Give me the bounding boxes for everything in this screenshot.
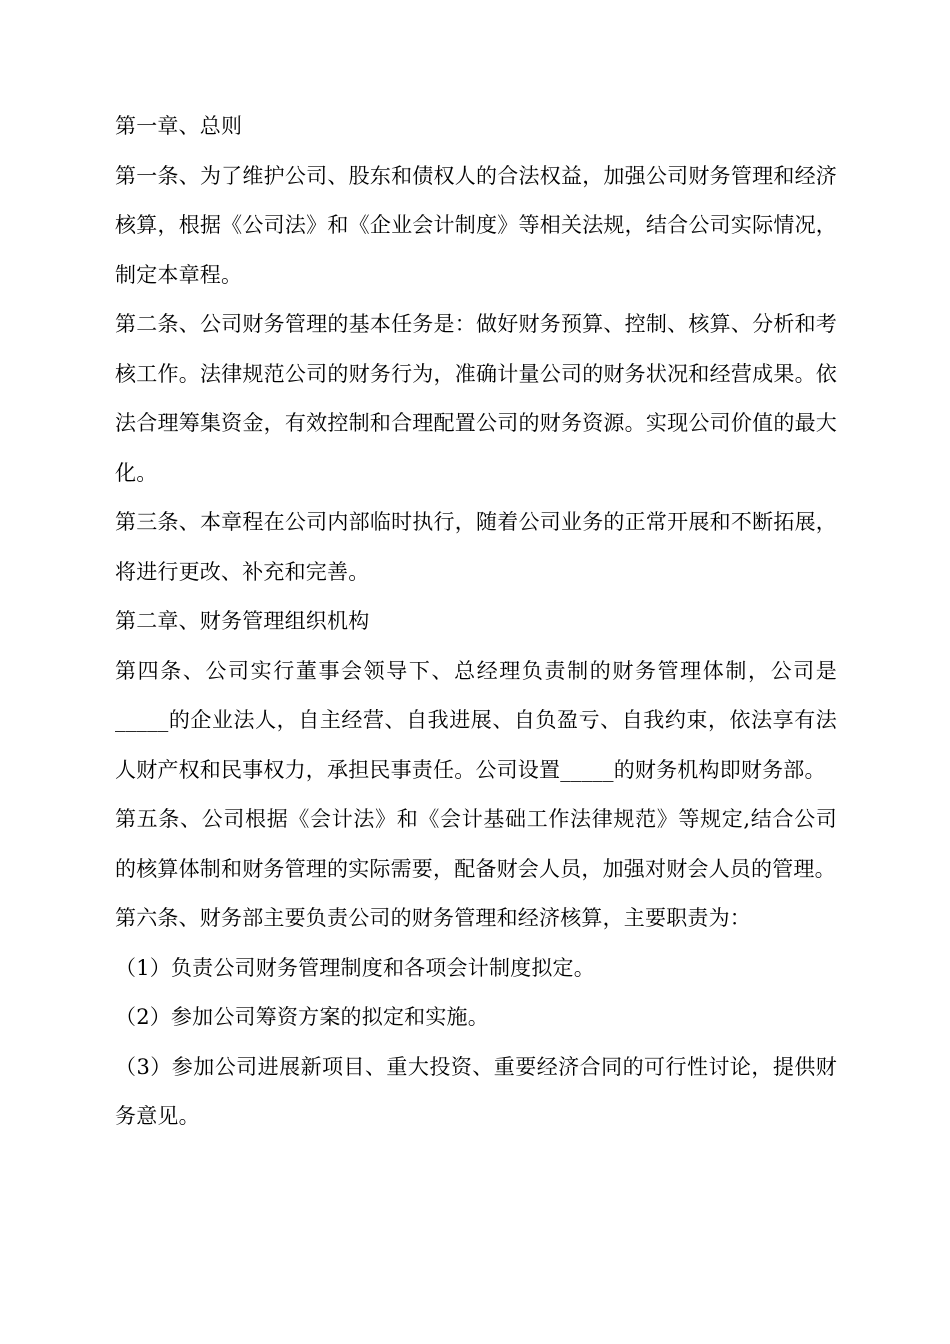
article-5: 第五条、公司根据《会计法》和《会计基础工作法律规范》等规定,结合公司的核算体制和财务管理的实际需要，配备财会人员，加强对财会人员的管理。 xyxy=(115,807,837,881)
article-2: 第二条、公司财务管理的基本任务是：做好财务预算、控制、核算、分析和考核工作。法律规范公司的财务行为，准确计量公司的财务状况和经营成果。依法合理筹集资金，有效控制和合理配置公司的财务资源。实现公司价值的最大化。 xyxy=(115,312,837,485)
document-body xyxy=(115,102,837,1142)
duty-item-3: （3）参加公司进展新项目、重大投资、重要经济合同的可行性讨论，提供财务意见。 xyxy=(115,1054,837,1128)
duty-item-2: （2）参加公司筹资方案的拟定和实施。 xyxy=(115,1005,489,1029)
article-1: 第一条、为了维护公司、股东和债权人的合法权益，加强公司财务管理和经济核算，根据《公司法》和《企业会计制度》等相关法规，结合公司实际情况，制定本章程。 xyxy=(115,163,837,287)
article-3: 第三条、本章程在公司内部临时执行，随着公司业务的正常开展和不断拓展，将进行更改、补充和完善。 xyxy=(115,510,837,584)
chapter-2-heading: 第二章、财务管理组织机构 xyxy=(115,609,370,633)
chapter-1-heading: 第一章、总则 xyxy=(115,114,243,138)
article-6: 第六条、财务部主要负责公司的财务管理和经济核算，主要职责为： xyxy=(115,906,751,930)
duty-item-1: （1）负责公司财务管理制度和各项会计制度拟定。 xyxy=(115,955,595,980)
article-4: 第四条、公司实行董事会领导下、总经理负责制的财务管理体制，公司是_____的企业法人，自主经营、自我进展、自负盈亏、自我约束，依法享有法人财产权和民事权力，承担民事责任。公司设置_____的财务机构即财务部。 xyxy=(115,658,837,782)
